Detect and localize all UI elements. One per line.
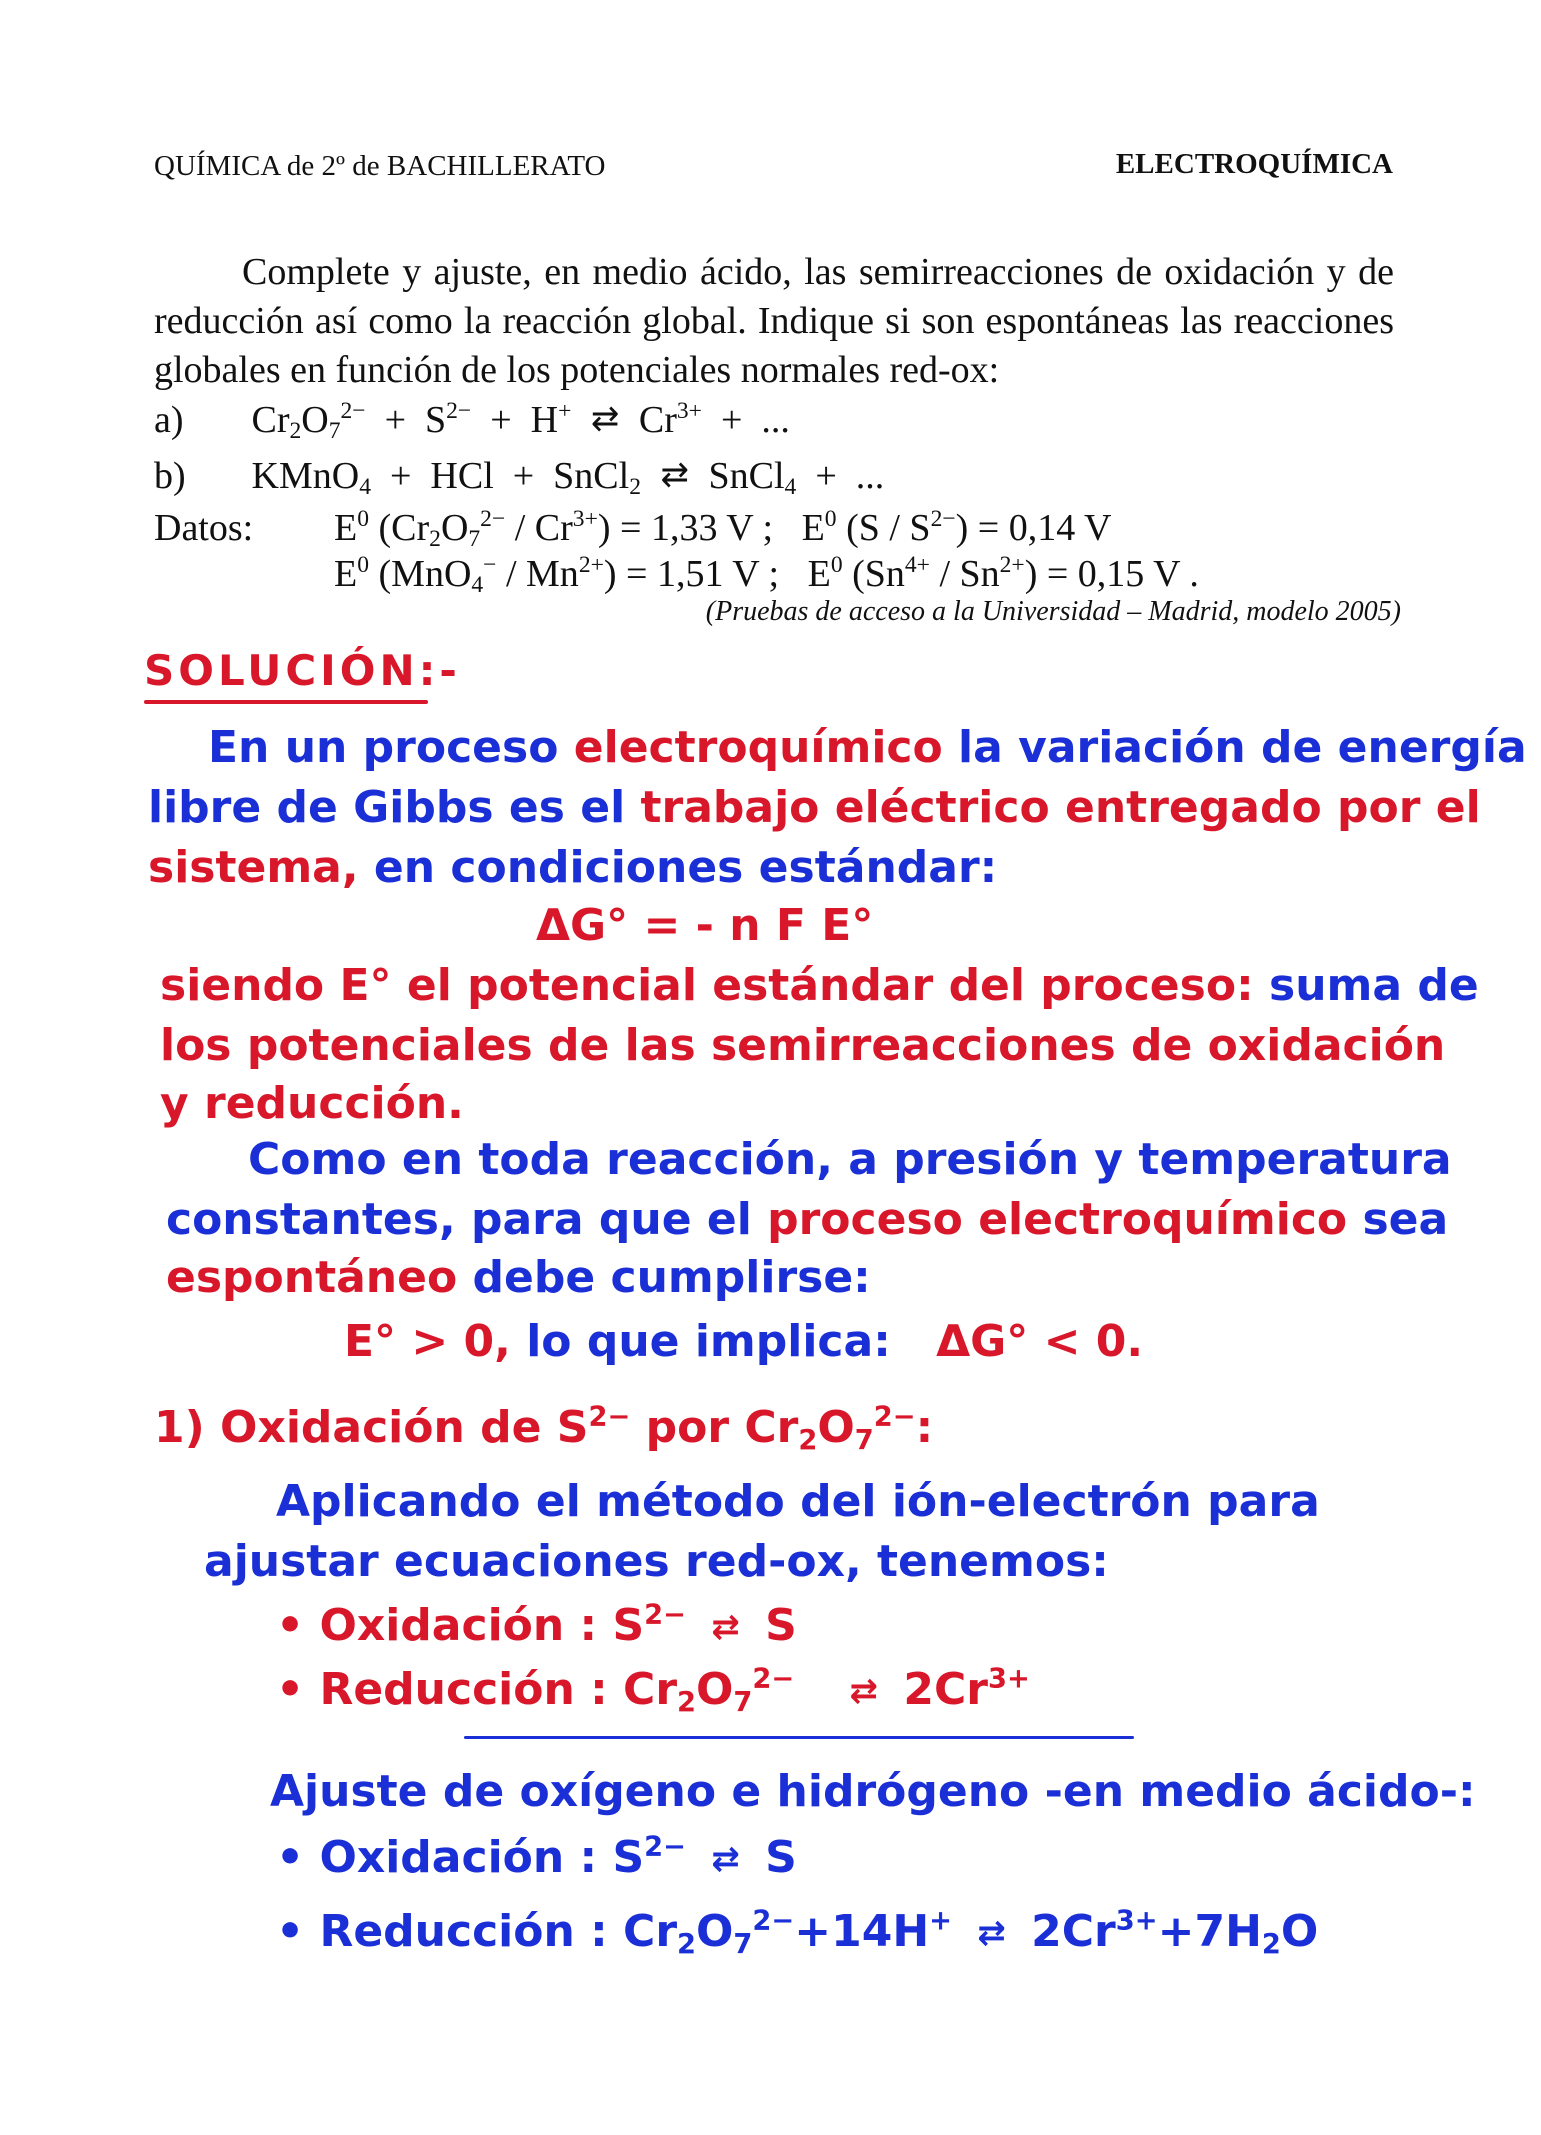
course-header: QUÍMICA de 2º de BACHILLERATO (154, 150, 606, 182)
method-line-2: ajustar ecuaciones red-ox, tenemos: (204, 1536, 1109, 1587)
solution-p2-line1: siendo E° el potencial estándar del proceso: suma de (160, 960, 1479, 1011)
reaction-b (154, 454, 884, 498)
solution-p1-line1: En un proceso electroquímico la variación de energía (208, 722, 1527, 773)
reaction-a-label: a) (154, 399, 184, 441)
problem-statement (154, 248, 1394, 395)
oxidation-half-reaction-2: • Oxidación : $S^{2-}$ ⇄ S (276, 1831, 797, 1883)
separator-line (464, 1736, 1134, 1739)
section-1-heading: 1) Oxidación de $S^{2-}$ por $Cr_2O_7^{2-}$: (154, 1401, 934, 1456)
reaction-b-label: b) (154, 455, 186, 497)
solution-p3-line1: Como en toda reacción, a presión y temperatura (248, 1134, 1452, 1185)
solution-title: SOLUCIÓN:- (144, 646, 461, 695)
ajuste-title: Ajuste de oxígeno e hidrógeno -en medio ácido-: (270, 1766, 1476, 1817)
solution-p3-line3: espontáneo debe cumplirse: (166, 1252, 871, 1303)
datos-label: Datos: (154, 507, 254, 549)
solution-p2-line2: los potenciales de las semirreacciones de oxidación (160, 1020, 1446, 1071)
datos-line-1: $E^0$ $(Cr_2O_7^{2-} / Cr^{3+}) = 1,33$ V ; $E^0$ $(S / S^{2-}) = 0,14$ V (334, 505, 1112, 552)
method-line-1: Aplicando el método del ión-electrón para (276, 1476, 1320, 1527)
reaction-a-equation: $Cr_2O_7^{2-} + S^{2-} + H^+$ ⇄ $Cr^{3+}$ + ... (251, 397, 790, 444)
solution-p3-line2: constantes, para que el proceso electroquímico sea (166, 1194, 1449, 1245)
source-citation: (Pruebas de acceso a la Universidad – Madrid, modelo 2005) (705, 596, 1401, 627)
reaction-a (154, 398, 790, 442)
datos-line-2: $E^0$ $(MnO_4^- / Mn^{2+}) = 1,51$ V ; $E^0$ $(Sn^{4+} / Sn^{2+}) = 0,15$ V . (334, 551, 1199, 598)
reduction-half-reaction: • Reducción : $Cr_2O_7^{2-}$ ⇄ $2Cr^{3+}$ (276, 1663, 1030, 1718)
topic-header: ELECTROQUÍMICA (1115, 148, 1393, 180)
solution-title-underline (144, 700, 428, 704)
reduction-half-reaction-2: • Reducción : $Cr_2O_7^{2-}+14H^+$ ⇄ $2Cr^{3+}+7H_2O$ (276, 1905, 1319, 1960)
solution-p2-line3: y reducción. (160, 1078, 464, 1129)
spontaneity-condition: E° > 0, lo que implica: ΔG° < 0. (344, 1316, 1144, 1367)
problem-intro: Complete y ajuste, en medio ácido, las semirreacciones de oxidación y de reducción así como la reacción global. Indique si son espontáneas las reacciones globales en función de los potenciales normales red-ox: (154, 251, 1394, 391)
oxidation-half-reaction: • Oxidación : $S^{2-}$ ⇄ S (276, 1599, 797, 1651)
gibbs-formula: ΔG° = - n F E° (536, 900, 874, 951)
solution-p1-line3: sistema, en condiciones estándar: (148, 842, 998, 893)
solution-p1-line2: libre de Gibbs es el trabajo eléctrico entregado por el (148, 782, 1481, 833)
reaction-b-equation: KMnO$_4$ + HCl + SnCl$_2$ ⇄ SnCl$_4$ + ... (251, 455, 885, 500)
